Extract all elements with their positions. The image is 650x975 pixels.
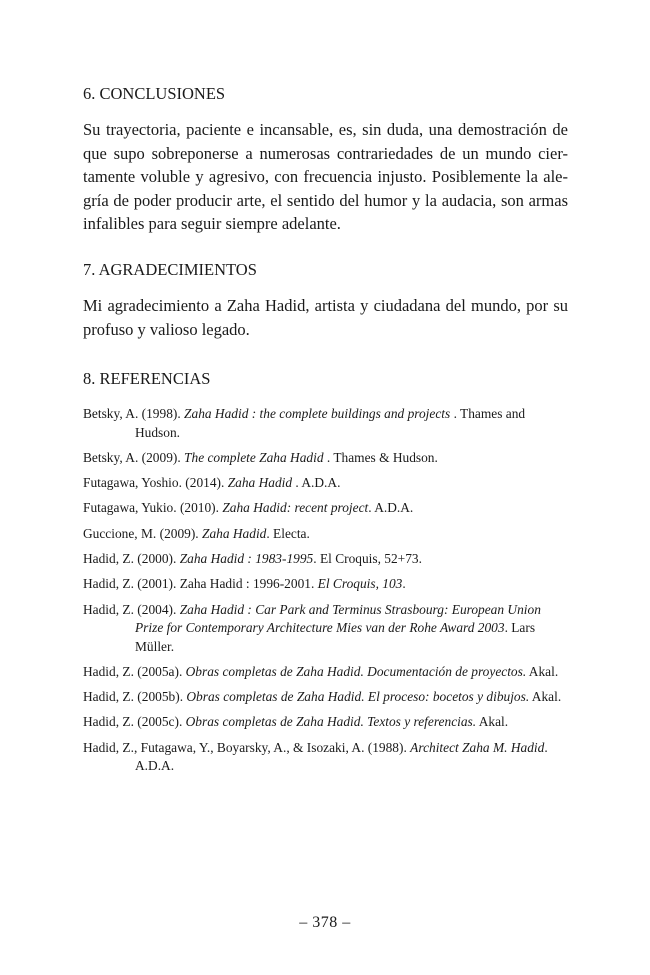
paragraph-line: Mi agradecimiento a Zaha Hadid, artista y ciudadana del mundo, por su [83, 296, 568, 315]
reference-title: Obras completas de Zaha Hadid. Textos y referencias. [185, 714, 477, 730]
reference-list [83, 405, 568, 783]
reference-publisher: . Thames & Hudson. [323, 449, 438, 465]
section-heading-referencias: 8. REFERENCIAS [83, 369, 211, 388]
reference-entry [83, 550, 568, 569]
reference-publisher: . El Croquis, 52+73. [313, 550, 422, 566]
reference-entry [83, 688, 568, 707]
reference-title: Obras completas de Zaha Hadid. El proceso: bocetos y dibujos. [186, 689, 530, 705]
section-heading-conclusiones: 6. CONCLUSIONES [83, 84, 226, 103]
reference-publisher: Akal. [526, 663, 559, 679]
reference-authors: Betsky, A. (2009). [83, 449, 185, 465]
reference-title: Zaha Hadid : the complete buildings and projects [184, 406, 451, 421]
reference-title: El Croquis, 103 [317, 576, 403, 592]
paragraph-line: Su trayectoria, paciente e incansable, es, sin duda, una demostración de [83, 120, 568, 139]
reference-title: Zaha Hadid [202, 525, 267, 541]
page-number: – 378 – [299, 914, 351, 931]
conclusiones-paragraph [83, 118, 568, 236]
reference-entry [83, 713, 568, 732]
reference-title: Zaha Hadid : Car Park and Terminus Strasbourg: European Union Prize for Contemporary Architecture Mies van der Rohe Award 2003 [135, 601, 541, 636]
reference-entry [83, 601, 568, 657]
reference-authors: Hadid, Z. (2001). Zaha Hadid : 1996-2001. [83, 576, 318, 592]
reference-publisher: . Thames and Hudson. [135, 406, 526, 440]
reference-authors: Hadid, Z. (2005b). [83, 689, 187, 705]
reference-publisher: . A.D.A. [292, 475, 341, 491]
reference-authors: Hadid, Z. (2004). [83, 601, 180, 617]
reference-authors: Hadid, Z., Futagawa, Y., Boyarsky, A., & Isozaki, A. (1988). [83, 739, 411, 755]
reference-authors: Hadid, Z. (2005a). [83, 663, 186, 679]
reference-entry [83, 474, 568, 493]
reference-publisher: . A.D.A. [135, 739, 548, 774]
reference-authors: Guccione, M. (2009). [83, 525, 202, 541]
reference-authors: Futagawa, Yoshio. (2014). [83, 475, 228, 491]
section-heading-agradecimientos: 7. AGRADECIMIENTOS [83, 260, 257, 279]
reference-authors: Hadid, Z. (2005c). [83, 714, 186, 730]
reference-publisher: . [402, 576, 406, 592]
reference-title: Obras completas de Zaha Hadid. Documentación de proyectos. [185, 663, 527, 679]
reference-entry [83, 499, 568, 518]
paragraph-line: que supo sobreponerse a numerosas contrariedades de un mundo cier- [83, 143, 568, 163]
reference-authors: Futagawa, Yukio. (2010). [83, 500, 223, 516]
reference-entry [83, 525, 568, 544]
reference-publisher: . Lars Müller. [135, 620, 536, 654]
reference-publisher: Akal. [476, 714, 509, 730]
paragraph-line: tamente voluble y agresivo, con frecuencia injusto. Posiblemente la ale- [83, 167, 568, 186]
reference-title: Zaha Hadid : 1983-1995 [179, 550, 314, 566]
reference-title: Architect Zaha M. Hadid [410, 739, 545, 755]
reference-entry [83, 663, 568, 682]
reference-authors: Hadid, Z. (2000). [83, 550, 180, 566]
reference-publisher: Akal. [529, 689, 562, 705]
reference-publisher: . A.D.A. [368, 500, 414, 516]
reference-publisher: . Electa. [266, 525, 310, 541]
paragraph-line: profuso y valioso legado. [83, 319, 250, 339]
agradecimientos-paragraph [83, 294, 568, 341]
paragraph-line: infalibles para seguir siempre adelante. [83, 214, 341, 233]
reference-entry [83, 575, 568, 594]
reference-authors: Betsky, A. (1998). [83, 406, 185, 421]
reference-title: The complete Zaha Hadid [184, 449, 324, 465]
reference-entry [83, 449, 568, 468]
reference-entry [83, 405, 568, 442]
reference-title: Zaha Hadid: recent project [222, 500, 369, 516]
reference-title: Zaha Hadid [227, 475, 293, 491]
reference-entry [83, 739, 568, 776]
paragraph-line: gría de poder producir arte, el sentido del humor y la audacia, son armas [83, 190, 568, 210]
